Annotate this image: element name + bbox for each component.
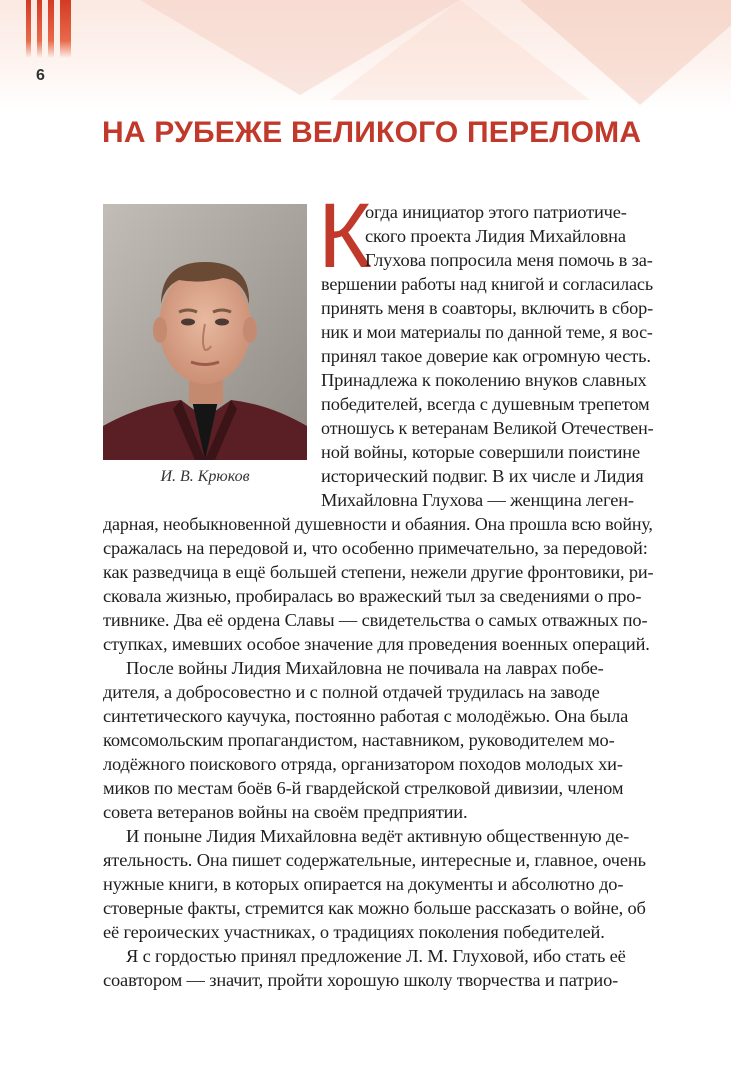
body-text-line: ник и мои материалы по данной теме, я вос- bbox=[321, 322, 653, 342]
body-text-line: совета ветеранов войны на своём предприятии. bbox=[103, 802, 468, 822]
body-text-line: отношусь к ветеранам Великой Отечествен- bbox=[321, 418, 654, 438]
body-text-line: ского проекта Лидия Михайловна bbox=[365, 226, 626, 246]
body-text-line: тивнике. Два её ордена Славы — свидетельства о самых отважных по- bbox=[103, 610, 648, 630]
body-text-line: синтетического каучука, постоянно работая с молодёжью. Она была bbox=[103, 706, 629, 726]
body-text-line: ступках, имевших особое значение для проведения военных операций. bbox=[103, 634, 650, 654]
body-text-line: принять меня в соавторы, включить в сбор- bbox=[321, 298, 654, 318]
body-text-line: стоверные факты, стремится как можно больше рассказать о войне, об bbox=[103, 898, 646, 918]
header-facet bbox=[520, 0, 731, 105]
body-text-line: Принадлежа к поколению внуков славных bbox=[321, 370, 647, 390]
body-text-line: вершении работы над книгой и согласилась bbox=[321, 274, 653, 294]
portrait-caption: И. В. Крюков bbox=[160, 468, 250, 485]
body-text-line: сражалась на передовой и, что особенно примечательно, за передовой: bbox=[103, 538, 648, 558]
article-title: НА РУБЕЖЕ ВЕЛИКОГО ПЕРЕЛОМА bbox=[102, 116, 642, 149]
body-text-line: ной войны, которые совершили поистине bbox=[321, 442, 641, 462]
header-decoration bbox=[0, 0, 731, 110]
page-number: 6 bbox=[36, 67, 45, 84]
body-text-line: огда инициатор этого патриотиче- bbox=[365, 202, 627, 222]
stripe bbox=[26, 0, 31, 58]
stripe bbox=[37, 0, 42, 58]
body-text-line: соавтором — значит, пройти хорошую школу творчества и патрио- bbox=[103, 970, 619, 990]
stripe bbox=[48, 0, 54, 58]
body-text-line: как разведчица в ещё большей степени, нежели другие фронтовики, ри- bbox=[103, 562, 654, 582]
body-text-line: принял такое доверие как огромную честь. bbox=[321, 346, 651, 366]
body-text-line: дарная, необыкновенной душевности и обаяния. Она прошла всю войну, bbox=[103, 514, 653, 534]
body-text-line: миков по местам боёв 6-й гвардейской стрелковой дивизии, членом bbox=[103, 778, 624, 798]
body-text-line: После войны Лидия Михайловна не почивала на лаврах побе- bbox=[126, 658, 604, 678]
body-text-line: исторический подвиг. В их числе и Лидия bbox=[321, 466, 644, 486]
body-text-line: дителя, а добросовестно и с полной отдачей трудилась на заводе bbox=[103, 682, 600, 702]
body-text-line: её героических участниках, о традициях поколения победителей. bbox=[103, 922, 605, 942]
body-text-line: Я с гордостью принял предложение Л. М. Глуховой, ибо стать её bbox=[126, 946, 626, 966]
body-text-line: Глухова попросила меня помочь в за- bbox=[365, 250, 653, 270]
body-text-line: победителей, всегда с душевным трепетом bbox=[321, 394, 650, 414]
drop-cap: К bbox=[318, 185, 372, 287]
body-text-line: комсомольским пропагандистом, наставником, руководителем мо- bbox=[103, 730, 615, 750]
stripe bbox=[60, 0, 71, 58]
body-text-line: И поныне Лидия Михайловна ведёт активную общественную де- bbox=[126, 826, 630, 846]
body-text-line: сковала жизнью, пробиралась во вражеский тыл за сведениями о про- bbox=[103, 586, 642, 606]
body-text-line: нужные книги, в которых опирается на документы и абсолютно до- bbox=[103, 874, 624, 894]
body-text-line: Михайловна Глухова — женщина леген- bbox=[321, 490, 634, 510]
body-text-line: ятельность. Она пишет содержательные, интересные и, главное, очень bbox=[103, 850, 646, 870]
header-stripes bbox=[26, 0, 74, 58]
author-portrait bbox=[103, 204, 307, 460]
body-text-line: лодёжного поискового отряда, организатором походов молодых хи- bbox=[103, 754, 623, 774]
